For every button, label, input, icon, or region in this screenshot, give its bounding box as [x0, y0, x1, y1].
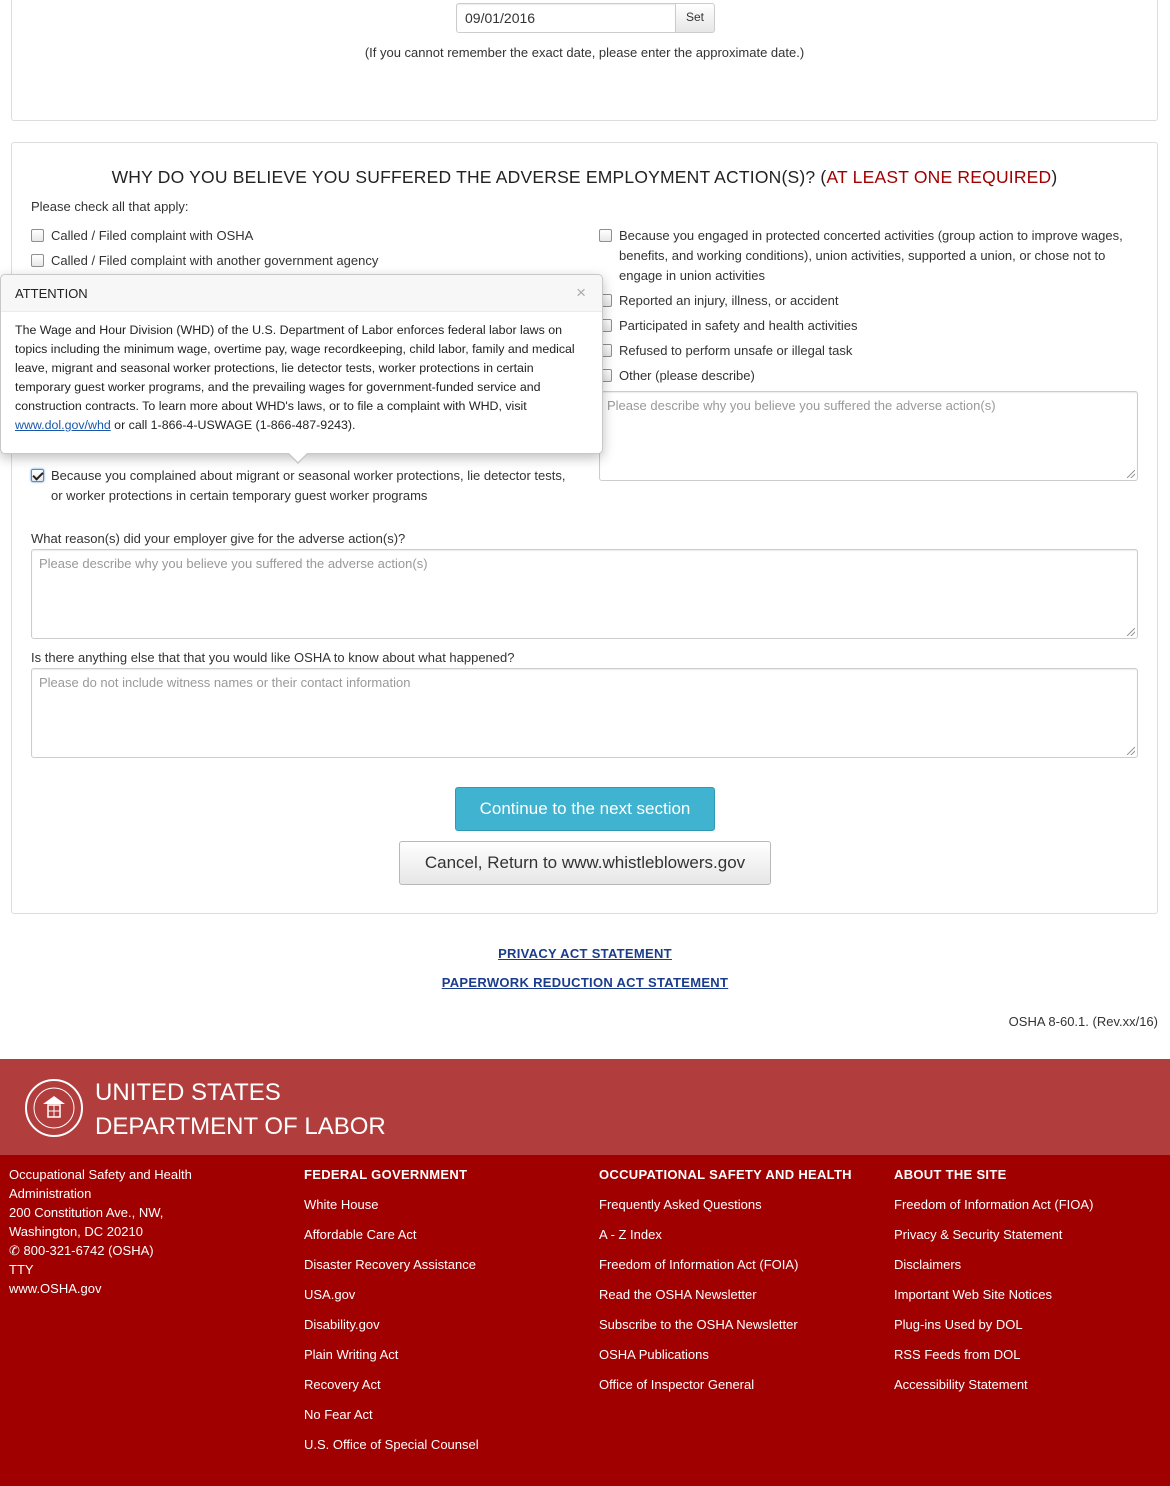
date-panel	[11, 0, 1158, 121]
footer-link[interactable]: A - Z Index	[599, 1227, 662, 1242]
footer-link[interactable]: Disability.gov	[304, 1317, 380, 1332]
checkbox-label: Called / Filed complaint with another government agency	[51, 253, 379, 268]
footer-link[interactable]: Recovery Act	[304, 1377, 381, 1392]
footer-link[interactable]: Disclaimers	[894, 1257, 962, 1272]
footer-link[interactable]: USA.gov	[304, 1287, 356, 1302]
dol-wordmark[interactable]: UNITED STATES DEPARTMENT OF LABOR	[95, 1079, 386, 1140]
footer-col-about	[894, 1165, 1093, 1405]
dol-seal-icon[interactable]	[19, 1078, 89, 1138]
checkbox-label: Reported an injury, illness, or accident	[619, 293, 839, 308]
reason-checkbox-other[interactable]	[599, 366, 1139, 386]
footer-col-osha	[599, 1165, 852, 1405]
checkbox-label: Because you engaged in protected concerted activities (group action to improve wages, benefits, and working conditions), union activities, supported a union, or chose not to engage in union activities	[619, 228, 1123, 283]
set-date-button[interactable]: Set	[676, 3, 715, 33]
popover-body	[1, 312, 602, 444]
footer-link[interactable]: RSS Feeds from DOL	[894, 1347, 1021, 1362]
continue-button[interactable]: Continue to the next section	[455, 787, 715, 831]
tty-link[interactable]: TTY	[9, 1262, 34, 1277]
footer-link[interactable]: Plain Writing Act	[304, 1347, 399, 1362]
reason-checkbox-osha-complaint[interactable]	[31, 226, 571, 246]
checkbox-checked[interactable]	[31, 469, 44, 482]
checkbox-label: Other (please describe)	[619, 368, 755, 383]
footer-heading: OCCUPATIONAL SAFETY AND HEALTH	[599, 1167, 852, 1182]
footer-link[interactable]: White House	[304, 1197, 379, 1212]
footer-link[interactable]: Affordable Care Act	[304, 1227, 417, 1242]
checkbox-label: Refused to perform unsafe or illegal task	[619, 343, 853, 358]
attention-popover	[0, 274, 603, 454]
section-title: WHY DO YOU BELIEVE YOU SUFFERED THE ADVERSE EMPLOYMENT ACTION(S)? (AT LEAST ONE REQUIRED)	[111, 167, 1058, 187]
paperwork-reduction-link[interactable]: PAPERWORK REDUCTION ACT STATEMENT	[441, 975, 729, 990]
checkbox[interactable]	[599, 229, 612, 242]
reason-checkbox-refused-task[interactable]	[599, 341, 1139, 361]
footer-link[interactable]: Disaster Recovery Assistance	[304, 1257, 476, 1272]
checkbox-label: Participated in safety and health activities	[619, 318, 858, 333]
cancel-return-button[interactable]: Cancel, Return to www.whistleblowers.gov	[399, 841, 771, 885]
popover-header	[1, 275, 602, 312]
reason-checkbox-other-agency-complaint[interactable]	[31, 251, 571, 271]
dol-banner	[0, 1059, 1170, 1155]
footer-link[interactable]: Frequently Asked Questions	[599, 1197, 762, 1212]
osha-site-link[interactable]: www.OSHA.gov	[9, 1281, 102, 1296]
footer-col-federal	[304, 1165, 479, 1465]
footer-link[interactable]: Freedom of Information Act (FIOA)	[894, 1197, 1094, 1212]
close-icon[interactable]: ×	[576, 283, 586, 302]
checkbox[interactable]	[31, 229, 44, 242]
checkbox[interactable]	[31, 254, 44, 267]
footer-link[interactable]: Subscribe to the OSHA Newsletter	[599, 1317, 798, 1332]
employer-reason-label: What reason(s) did your employer give for the adverse action(s)?	[31, 531, 406, 546]
privacy-act-link[interactable]: PRIVACY ACT STATEMENT	[498, 946, 672, 961]
reason-checkbox-migrant-worker[interactable]	[31, 466, 571, 506]
site-footer	[0, 1155, 1170, 1486]
footer-link[interactable]: U.S. Office of Special Counsel	[304, 1437, 479, 1452]
footer-link[interactable]: Read the OSHA Newsletter	[599, 1287, 757, 1302]
footer-heading: ABOUT THE SITE	[894, 1167, 1007, 1182]
whd-link[interactable]: www.dol.gov/whd	[15, 418, 111, 432]
reason-checkbox-safety-activities[interactable]	[599, 316, 1139, 336]
phone-icon: ✆	[9, 1243, 20, 1258]
footer-link[interactable]: Plug-ins Used by DOL	[894, 1317, 1023, 1332]
other-reason-textarea[interactable]: Please describe why you believe you suffered the adverse action(s)	[599, 391, 1138, 481]
popover-title: ATTENTION	[15, 286, 88, 301]
checkbox-label: Called / Filed complaint with OSHA	[51, 228, 254, 243]
footer-link[interactable]: Important Web Site Notices	[894, 1287, 1052, 1302]
check-all-hint: Please check all that apply:	[31, 199, 189, 214]
anything-else-textarea[interactable]: Please do not include witness names or their contact information	[31, 668, 1138, 758]
popover-text-tail: or call 1-866-4-USWAGE (1-866-487-9243).	[110, 418, 356, 432]
form-number: OSHA 8-60.1. (Rev.xx/16)	[1008, 1014, 1158, 1029]
employer-reason-textarea[interactable]: Please describe why you believe you suffered the adverse action(s)	[31, 549, 1138, 639]
osha-address: Occupational Safety and Health Administration 200 Constitution Ave., NW, Washington, DC 20210 ✆ 800-321-6742 (OSHA) TTY www.OSHA.gov	[9, 1167, 192, 1296]
footer-link[interactable]: Freedom of Information Act (FOIA)	[599, 1257, 799, 1272]
footer-heading: FEDERAL GOVERNMENT	[304, 1167, 468, 1182]
footer-link[interactable]: OSHA Publications	[599, 1347, 709, 1362]
reason-checkbox-reported-injury[interactable]	[599, 291, 1139, 311]
checkbox-label: Because you complained about migrant or seasonal worker protections, lie detector tests, or worker protections in certain temporary guest worker programs	[51, 468, 566, 503]
adverse-action-date-input[interactable]: 09/01/2016	[456, 3, 676, 33]
approximate-date-note: (If you cannot remember the exact date, please enter the approximate date.)	[364, 45, 805, 60]
popover-arrow	[287, 453, 309, 464]
footer-link[interactable]: No Fear Act	[304, 1407, 373, 1422]
date-input-group	[456, 3, 715, 33]
footer-link[interactable]: Office of Inspector General	[599, 1377, 755, 1392]
footer-link[interactable]: Privacy & Security Statement	[894, 1227, 1063, 1242]
reason-checkbox-concerted-activities[interactable]	[599, 226, 1139, 286]
anything-else-label: Is there anything else that that you would like OSHA to know about what happened?	[31, 650, 515, 665]
reasons-panel	[11, 142, 1158, 914]
footer-link[interactable]: Accessibility Statement	[894, 1377, 1028, 1392]
popover-text: The Wage and Hour Division (WHD) of the U.S. Department of Labor enforces federal labor laws on topics including the minimum wage, overtime pay, wage recordkeeping, child labor, family and medical leave, migrant and seasonal worker protections, lie detector tests, worker protections in certain temporary guest worker programs, and the prevailing wages for government-funded service and construction contracts. To learn more about WHD's laws, or to file a complaint with WHD, visit	[15, 323, 575, 413]
